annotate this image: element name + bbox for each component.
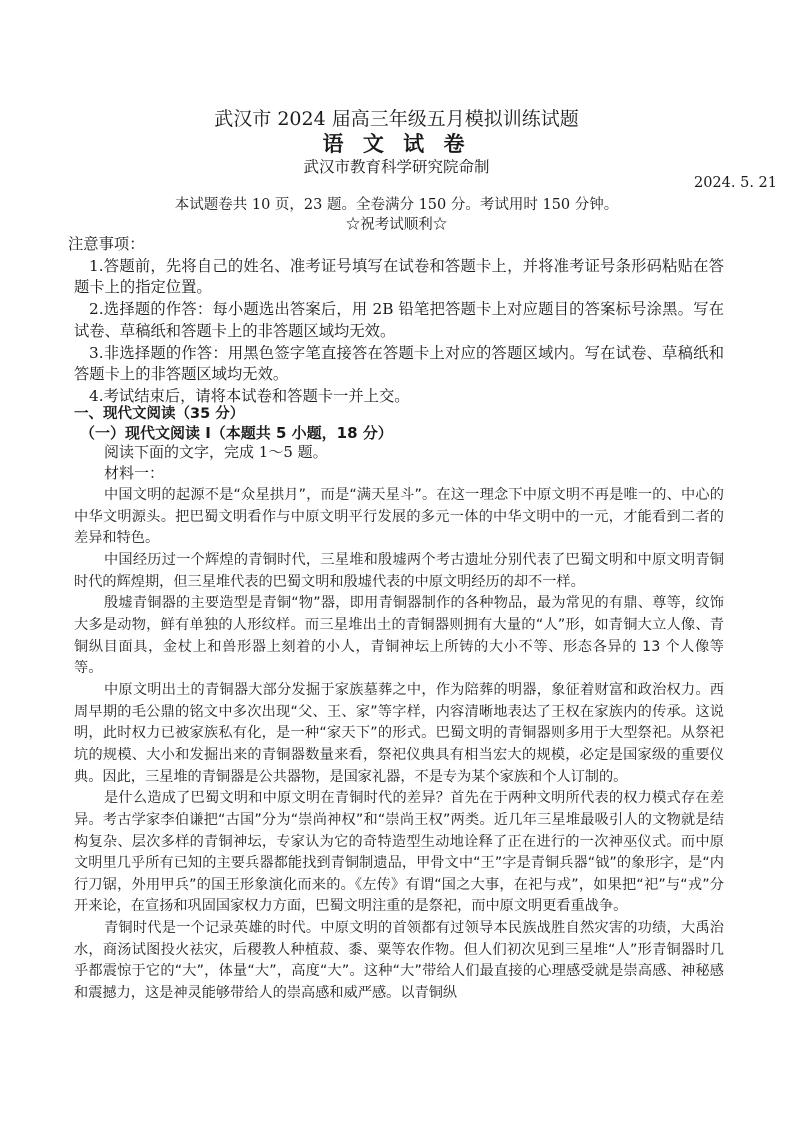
notes-heading: 注意事项：: [68, 235, 145, 253]
material-text: [74, 485, 724, 1005]
issuer: 武汉市教育科学研究院命制: [303, 158, 490, 176]
note-item-4: 4.考试结束后，请将本试卷和答题卡一并上交。: [89, 386, 410, 405]
paragraph: 中国经历过一个辉煌的青铜时代，三星堆和殷墟两个考古遗址分别代表了巴蜀文明和中原文明青铜时代的辉煌期，但三星堆代表的巴蜀文明和殷墟代表的中原文明经历的却不一样。: [74, 551, 724, 590]
notes-section: [68, 234, 724, 408]
instruction: 阅读下面的文字，完成 1～5 题。: [104, 443, 328, 461]
material-label: 材料一：: [104, 464, 165, 482]
note-item-2: 2.选择题的作答：每小题选出答案后，用 2B 铅笔把答题卡上对应题目的答案标号涂黑。写在试卷、草稿纸和答题卡上的非答题区域均无效。: [74, 300, 724, 340]
paragraph: 青铜时代是一个记录英雄的时代。中原文明的首领都有过领导本民族战胜自然灾害的功绩，大禹治水，商汤试图投火祛灾，后稷教人种植菽、黍、粟等农作物。但人们初次见到三星堆“人”形青铜器时几乎都震惊于它的“大”，体量“大”，高度“大”。这种“大”带给人们最直接的心理感受就是崇高感、神秘感和震撼力，这是神灵能够带给人的崇高感和威严感。以青铜纵: [74, 920, 724, 1002]
paragraph: 殷墟青铜器的主要造型是青铜“物”器，即用青铜器制作的各种物品，最为常见的有鼎、尊等，纹饰大多是动物，鲜有单独的人形纹样。而三星堆出土的青铜器则拥有大量的“人”形，如青铜大立人像、青铜纵目面具，金杖上和兽形器上刻着的小人，青铜神坛上所铸的大小不等、形态各异的 13 个人像等等。: [74, 595, 724, 677]
subsection-title: （一）现代文阅读 I（本题共 5 小题，18 分）: [80, 424, 393, 442]
good-luck-line: ☆祝考试顺利☆: [345, 217, 448, 233]
exam-date: 2024. 5. 21: [693, 175, 777, 191]
exam-title: 武汉市 2024 届高三年级五月模拟训练试题: [214, 108, 579, 130]
section-title: 一、现代文阅读（35 分）: [74, 406, 245, 422]
paragraph: 中原文明出土的青铜器大部分发掘于家族墓葬之中，作为陪葬的明器，象征着财富和政治权力。西周早期的毛公鼎的铭文中多次出现“父、王、家”等字样，内容清晰地表达了王权在家族内的传承。这说明，此时权力已被家族私有化，是一种“家天下”的形式。巴蜀文明的青铜器则多用于大型祭祀。从祭祀坑的规模、大小和发掘出来的青铜器数量来看，祭祀仪典具有相当宏大的规模，必定是国家级的重要仪典。因此，三星堆的青铜器是公共器物，是国家礼器，不是专为某个家族和个人订制的。: [74, 681, 724, 785]
note-item-3: 3.非选择题的作答：用黑色签字笔直接答在答题卡上对应的答题区域内。写在试卷、草稿纸和答题卡上的非答题区域均无效。: [74, 343, 724, 384]
paragraph: 是什么造成了巴蜀文明和中原文明在青铜时代的差异？首先在于两种文明所代表的权力模式存在差异。考古学家李伯谦把“古国”分为“崇尚神权”和“崇尚王权”两类。近几年三星堆最吸引人的文物就是结构复杂、层次多样的青铜神坛，专家认为它的奇特造型生动地诠释了正在进行的一次神巫仪式。而中原文明里几乎所有已知的主要兵器都能找到青铜制遗品，甲骨文中“王”字是青铜兵器“钺”的象形字，是“内行刀锯，外用甲兵”的国王形象演化而来的。《左传》有谓“国之大事，在祀与戎”，如果把“祀”与“戎”分开来论，在宣扬和巩固国家权力方面，巴蜀文明注重的是祭祀，而中原文明更看重战争。: [74, 790, 724, 915]
paragraph: 中国文明的起源不是“众星拱月”，而是“满天星斗”。在这一理念下中原文明不再是唯一的、中心的中华文明源头。把巴蜀文明看作与中原文明平行发展的多元一体的中华文明中的一元，才能看到二者的差异和特色。: [74, 487, 724, 547]
subject-title: 语 文 试 卷: [322, 131, 471, 156]
exam-info: 本试题卷共 10 页，23 题。全卷满分 150 分。考试用时 150 分钟。: [174, 197, 619, 213]
reading-intro: [74, 442, 724, 484]
note-item-1: 1.答题前，先将自己的姓名、准考证号填写在试卷和答题卡上，并将准考证号条形码粘贴在答题卡上的指定位置。: [74, 256, 724, 297]
